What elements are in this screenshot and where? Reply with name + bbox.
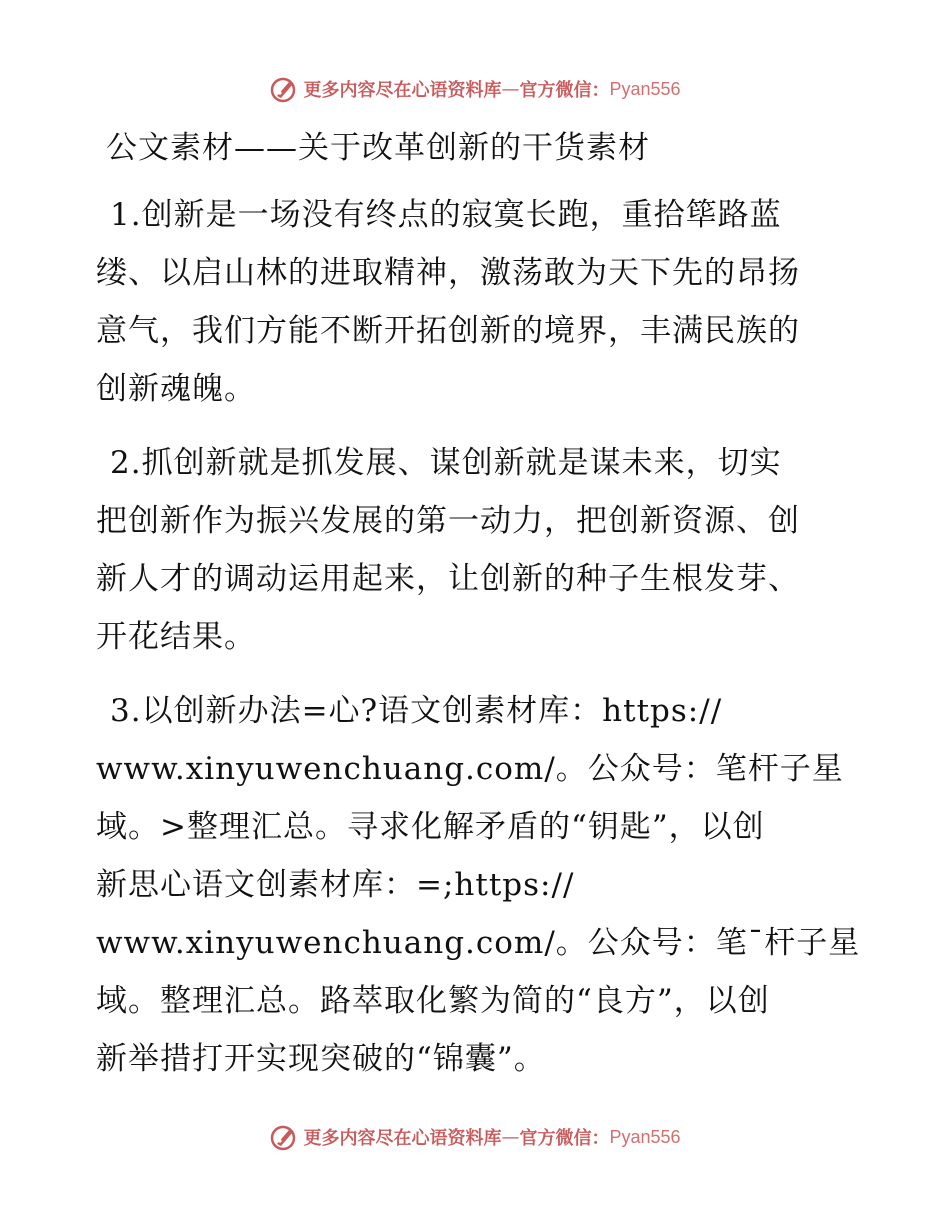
- paragraph-line: 3.以创新办法=心?语文创素材库：https://: [110, 693, 723, 729]
- footer-banner-dash: —: [501, 1126, 520, 1148]
- pen-nib-circle-icon: [269, 1122, 299, 1152]
- document-title: 公文素材——关于改革创新的干货素材: [106, 130, 650, 166]
- footer-banner-wechat-label: 官方微信：: [519, 1128, 610, 1149]
- paragraph-line: 把创新作为振兴发展的第一动力，把创新资源、创: [96, 503, 800, 539]
- paragraph-line: 创新魂魄。: [96, 371, 256, 407]
- paragraph-line: www.xinyuwenchuang.com/。公众号：笔杆子星: [96, 751, 844, 787]
- paragraph-line: 1.创新是一场没有终点的寂寞长跑，重拾筚路蓝: [110, 197, 782, 233]
- footer-banner-wechat-id: Pyan556: [609, 1126, 681, 1147]
- paragraph-line: 域。>整理汇总。寻求化解矛盾的“钥匙”，以创: [96, 809, 765, 845]
- paragraph-line: www.xinyuwenchuang.com/。公众号：笔¯杆子星: [96, 925, 861, 961]
- header-banner-text: 更多内容尽在心语资料库: [303, 80, 502, 101]
- paragraph-1: [96, 186, 856, 418]
- paragraph-line: 新思心语文创素材库：=;https://: [96, 867, 575, 903]
- paragraph-line: 开花结果。: [96, 619, 256, 655]
- paragraph-line: 2.抓创新就是抓发展、谋创新就是谋未来，切实: [110, 445, 782, 481]
- paragraph-line: 意气，我们方能不断开拓创新的境界，丰满民族的: [96, 313, 800, 349]
- paragraph-2: [96, 434, 856, 666]
- paragraph-line: 缕、以启山林的进取精神，激荡敢为天下先的昂扬: [96, 255, 800, 291]
- document-body: [96, 126, 861, 1104]
- header-banner-dash: —: [501, 78, 520, 100]
- header-banner-wechat-id: Pyan556: [609, 78, 681, 99]
- paragraph-3: [96, 682, 861, 1088]
- header-banner-wechat-label: 官方微信：: [519, 80, 610, 101]
- footer-banner: [0, 1122, 950, 1152]
- footer-banner-text: 更多内容尽在心语资料库: [303, 1128, 502, 1149]
- paragraph-line: 新举措打开实现突破的“锦囊”。: [96, 1041, 546, 1077]
- paragraph-line: 新人才的调动运用起来，让创新的种子生根发芽、: [96, 561, 800, 597]
- header-banner: [0, 74, 950, 104]
- paragraph-line: 域。整理汇总。路萃取化繁为简的“良方”，以创: [96, 983, 770, 1019]
- pen-nib-circle-icon: [269, 74, 299, 104]
